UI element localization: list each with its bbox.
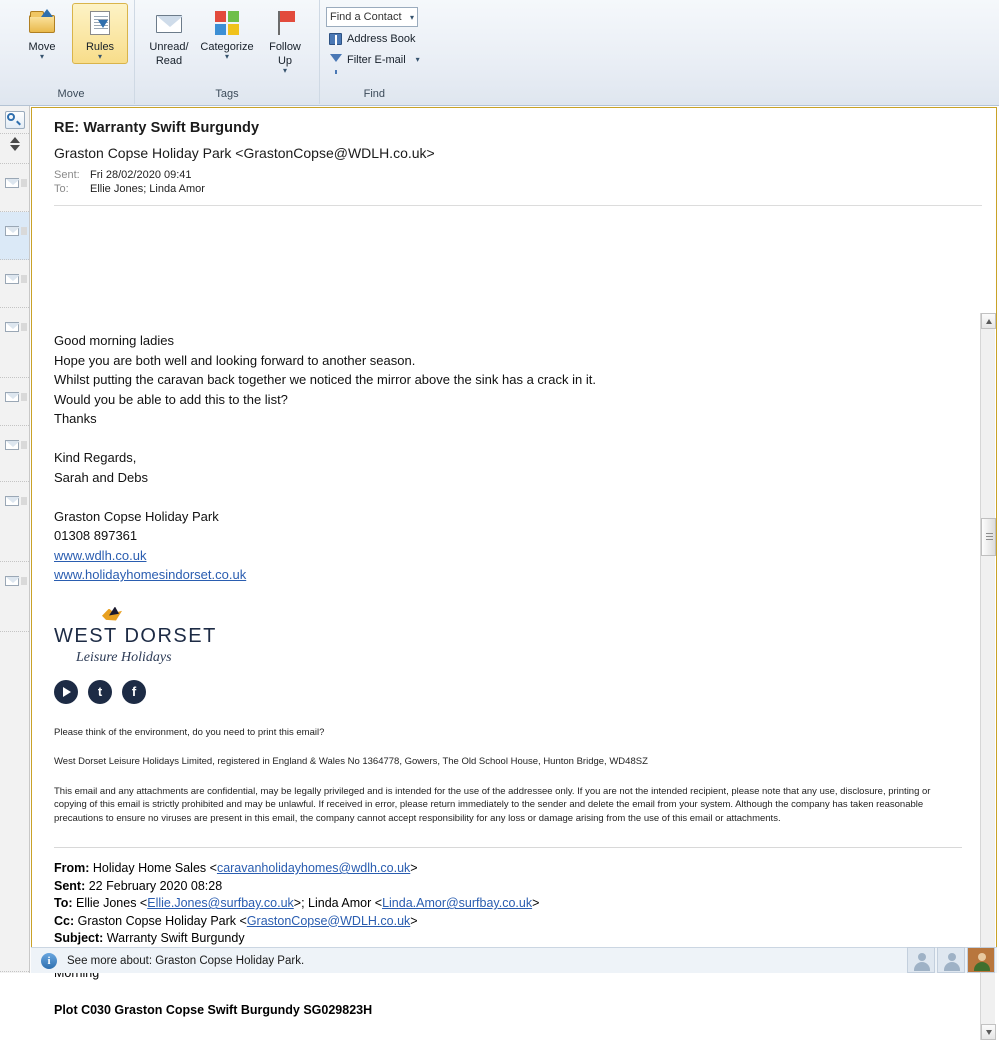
ribbon-group-tags-title: Tags [215, 88, 239, 100]
ribbon-group-find [320, 0, 429, 104]
unread-read-label-line1: Unread/ [149, 41, 189, 53]
categorize-button[interactable] [199, 3, 255, 64]
forwarded-to-email2[interactable]: Linda.Amor@surfbay.co.uk [382, 896, 533, 910]
forwarded-cc-label: Cc: [54, 913, 75, 928]
header-divider [54, 205, 982, 206]
legal-disclaimer: This email and any attachments are confidential, may be legally privileged and is intended for the use of the addressee only. If you are not the intended recipient, please note that any use, disclosure, printing or copying of this email is strictly prohibited and may be unlawful. If received in error, please return immediately to the sender and delete the email from your system. Although the company has taken reasonable precautions to ensure no viruses are present in this email, the company cannot accept responsibility for any loss or damage arising from the use of this email or attachments. [54, 785, 931, 824]
signoff-line: Sarah and Debs [54, 469, 148, 485]
scrollbar-thumb[interactable] [981, 518, 996, 556]
forwarded-from-label: From: [54, 861, 90, 875]
ribbon-group-move [8, 0, 135, 104]
to-value: Ellie Jones; Linda Amor [90, 183, 205, 195]
people-pane-text: See more about: Graston Copse Holiday Park. [67, 954, 305, 967]
signature-link-website[interactable]: www.wdlh.co.uk [54, 547, 147, 563]
message-body [54, 313, 976, 1040]
forwarded-from-email[interactable]: caravanholidayhomes@wdlh.co.uk [216, 861, 411, 875]
unread-read-button[interactable] [141, 3, 197, 70]
list-item[interactable] [0, 212, 29, 260]
filter-icon [329, 53, 343, 67]
people-thumbnails [907, 947, 995, 973]
scroll-down-button[interactable] [981, 1024, 996, 1040]
forwarded-sent-value: 22 February 2020 08:28 [88, 878, 223, 893]
chevron-down-icon[interactable]: ▾ [415, 55, 420, 64]
forwarded-cc-name: Graston Copse Holiday Park < [77, 913, 247, 928]
signature-link-holidayhomes[interactable]: www.holidayhomesindorset.co.uk [54, 567, 247, 582]
categorize-icon [211, 7, 243, 39]
message-meta [54, 169, 982, 195]
sent-label: Sent: [54, 169, 80, 181]
rules-icon [84, 7, 116, 39]
facebook-icon[interactable] [122, 680, 146, 704]
signature-line: Graston Copse Holiday Park [54, 508, 219, 524]
address-book-icon [329, 32, 343, 46]
signoff-line: Kind Regards, [54, 450, 137, 465]
reading-pane-scrollbar[interactable] [980, 313, 995, 1040]
forwarded-header [54, 860, 976, 948]
find-a-contact-placeholder: Find a Contact [330, 11, 402, 23]
forwarded-to-name1: Ellie Jones < [76, 896, 148, 910]
forwarded-to-email1[interactable]: Ellie.Jones@surfbay.co.uk [147, 896, 294, 910]
move-button[interactable] [14, 3, 70, 64]
forwarded-divider [54, 847, 962, 848]
message-sender: Graston Copse Holiday Park <GrastonCopse@WDLH.co.uk> [54, 145, 435, 161]
people-pane-bar[interactable] [31, 947, 997, 973]
categorize-button-label: Categorize [200, 41, 254, 53]
social-links [54, 680, 976, 704]
youtube-icon[interactable] [54, 680, 78, 704]
message-header [32, 108, 996, 195]
rules-button-label: Rules [85, 41, 115, 53]
forwarded-plot-line: Plot C030 Graston Copse Swift Burgundy SG029823H [54, 1002, 373, 1017]
forwarded-cc-email[interactable]: GrastonCopse@WDLH.co.uk [246, 913, 411, 928]
message-subject: RE: Warranty Swift Burgundy [54, 120, 260, 136]
forwarded-to-mid: >; Linda Amor < [293, 896, 383, 910]
brand-name: WEST DORSET [54, 624, 217, 647]
unread-read-label-line2: Read [155, 55, 183, 67]
forwarded-subject-label: Subject: [54, 931, 104, 945]
company-registration: West Dorset Leisure Holidays Limited, registered in England & Wales No 1364778, Gowers, The Old School House, Hunton Bridge, WD48SZ [54, 756, 648, 767]
list-item[interactable] [0, 562, 29, 632]
forwarded-to-close: > [532, 896, 540, 910]
filter-email-label: Filter E-mail [347, 53, 406, 66]
list-item[interactable] [0, 260, 29, 308]
info-icon: i [41, 953, 57, 969]
facebook-glyph: f [131, 683, 137, 699]
ribbon-group-tags [135, 0, 320, 104]
chevron-down-icon[interactable]: ▾ [39, 52, 44, 61]
forwarded-from-close: > [410, 861, 418, 875]
sent-value: Fri 28/02/2020 09:41 [90, 169, 192, 181]
chevron-down-icon[interactable]: ▾ [224, 52, 229, 61]
forwarded-to-label: To: [54, 896, 73, 910]
follow-up-label-line2: Up [277, 55, 293, 67]
ribbon [0, 0, 999, 106]
twitter-glyph: t [97, 683, 103, 699]
twitter-icon[interactable] [88, 680, 112, 704]
avatar[interactable] [937, 947, 965, 973]
signature-line: 01308 897361 [54, 528, 138, 543]
find-a-contact-input[interactable] [326, 7, 418, 27]
list-item[interactable] [0, 632, 29, 972]
body-line: Hope you are both well and looking forward to another season. [54, 352, 416, 368]
move-button-label: Move [28, 41, 56, 53]
brand-subtitle: Leisure Holidays [76, 649, 172, 665]
list-item[interactable] [0, 378, 29, 426]
environment-note: Please think of the environment, do you need to print this email? [54, 726, 325, 738]
follow-up-button[interactable] [257, 3, 313, 78]
search-strip-item[interactable] [0, 106, 29, 134]
chevron-down-icon[interactable]: ▾ [282, 66, 287, 75]
brand-logo [54, 607, 976, 666]
to-label: To: [54, 183, 69, 195]
sort-arrows-item[interactable] [0, 134, 29, 164]
scroll-up-button[interactable] [981, 313, 996, 329]
body-line: Would you be able to add this to the list? [54, 391, 288, 407]
follow-up-label-line1: Follow [269, 41, 301, 53]
avatar[interactable] [967, 947, 995, 973]
reading-pane [31, 107, 997, 1017]
flag-icon [269, 7, 301, 39]
ribbon-group-move-title: Move [57, 88, 85, 100]
list-item[interactable] [0, 426, 29, 482]
filter-email-button[interactable] [326, 50, 423, 69]
forwarded-sent-label: Sent: [54, 878, 86, 893]
chevron-down-icon[interactable]: ▾ [97, 52, 102, 61]
move-folder-icon [26, 7, 58, 39]
envelope-icon [153, 7, 185, 39]
message-list-strip[interactable] [0, 106, 30, 973]
forwarded-cc-close: > [410, 913, 418, 928]
bird-logo-icon [100, 607, 126, 625]
rules-button[interactable] [72, 3, 128, 64]
list-item[interactable] [0, 482, 29, 562]
body-line: Good morning ladies [54, 333, 174, 348]
ribbon-group-find-title: Find [363, 88, 386, 100]
address-book-label: Address Book [347, 32, 416, 45]
chevron-down-icon[interactable]: ▾ [409, 12, 414, 22]
body-line: Whilst putting the caravan back together we noticed the mirror above the sink has a crack in it. [54, 372, 596, 387]
avatar[interactable] [907, 947, 935, 973]
body-line: Thanks [54, 411, 97, 426]
list-item[interactable] [0, 164, 29, 212]
forwarded-subject-value: Warranty Swift Burgundy [106, 931, 245, 945]
address-book-button[interactable] [326, 29, 423, 48]
list-item[interactable] [0, 308, 29, 378]
forwarded-from-name: Holiday Home Sales < [92, 861, 217, 875]
